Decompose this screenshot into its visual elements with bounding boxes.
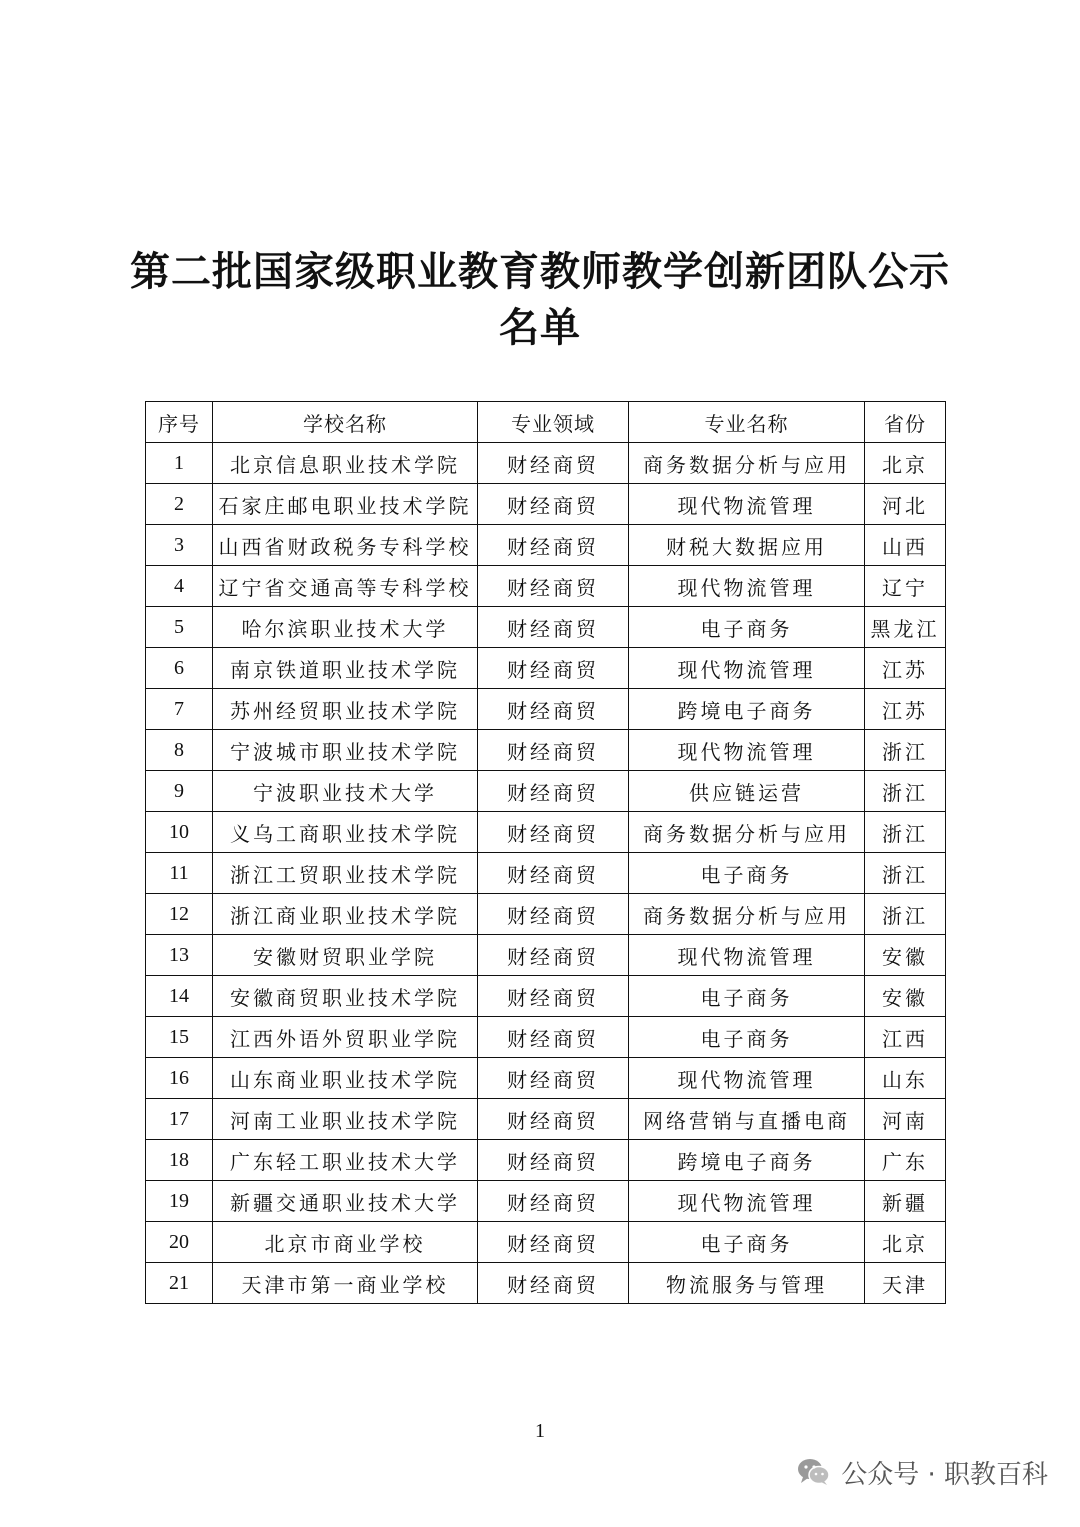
cell-major-name: 网络营销与直播电商 <box>629 1099 865 1140</box>
cell-field: 财经商贸 <box>478 607 629 648</box>
table-row <box>146 771 946 812</box>
cell-major-name: 电子商务 <box>629 853 865 894</box>
wechat-watermark <box>797 1452 1048 1492</box>
cell-field: 财经商贸 <box>478 1017 629 1058</box>
cell-province: 河北 <box>865 484 946 525</box>
cell-school-name: 哈尔滨职业技术大学 <box>213 607 478 648</box>
cell-field: 财经商贸 <box>478 484 629 525</box>
cell-field: 财经商贸 <box>478 771 629 812</box>
cell-school-name: 安徽商贸职业技术学院 <box>213 976 478 1017</box>
table-row <box>146 812 946 853</box>
table-row <box>146 1181 946 1222</box>
table-row <box>146 689 946 730</box>
cell-school-name: 辽宁省交通高等专科学校 <box>213 566 478 607</box>
table-row <box>146 976 946 1017</box>
cell-serial-number: 6 <box>146 648 213 689</box>
cell-serial-number: 7 <box>146 689 213 730</box>
cell-school-name: 义乌工商职业技术学院 <box>213 812 478 853</box>
cell-major-name: 供应链运营 <box>629 771 865 812</box>
table-row <box>146 894 946 935</box>
cell-major-name: 现代物流管理 <box>629 648 865 689</box>
table-row <box>146 730 946 771</box>
cell-school-name: 安徽财贸职业学院 <box>213 935 478 976</box>
cell-field: 财经商贸 <box>478 1263 629 1304</box>
cell-school-name: 江西外语外贸职业学院 <box>213 1017 478 1058</box>
cell-serial-number: 4 <box>146 566 213 607</box>
cell-field: 财经商贸 <box>478 525 629 566</box>
cell-province: 天津 <box>865 1263 946 1304</box>
cell-serial-number: 15 <box>146 1017 213 1058</box>
cell-serial-number: 20 <box>146 1222 213 1263</box>
cell-school-name: 苏州经贸职业技术学院 <box>213 689 478 730</box>
document-title <box>0 244 1080 356</box>
cell-field: 财经商贸 <box>478 935 629 976</box>
cell-province: 浙江 <box>865 771 946 812</box>
cell-major-name: 现代物流管理 <box>629 484 865 525</box>
cell-province: 广东 <box>865 1140 946 1181</box>
cell-field: 财经商贸 <box>478 894 629 935</box>
cell-school-name: 北京市商业学校 <box>213 1222 478 1263</box>
header-major-name: 专业名称 <box>629 402 865 443</box>
cell-school-name: 宁波城市职业技术学院 <box>213 730 478 771</box>
cell-field: 财经商贸 <box>478 1181 629 1222</box>
cell-serial-number: 11 <box>146 853 213 894</box>
cell-field: 财经商贸 <box>478 812 629 853</box>
table-row <box>146 1263 946 1304</box>
wechat-icon <box>797 1458 831 1486</box>
header-field: 专业领域 <box>478 402 629 443</box>
table-row <box>146 1099 946 1140</box>
cell-school-name: 山西省财政税务专科学校 <box>213 525 478 566</box>
cell-serial-number: 10 <box>146 812 213 853</box>
cell-field: 财经商贸 <box>478 730 629 771</box>
cell-field: 财经商贸 <box>478 976 629 1017</box>
cell-serial-number: 19 <box>146 1181 213 1222</box>
cell-field: 财经商贸 <box>478 1140 629 1181</box>
cell-province: 北京 <box>865 1222 946 1263</box>
cell-major-name: 物流服务与管理 <box>629 1263 865 1304</box>
table-row <box>146 484 946 525</box>
cell-serial-number: 14 <box>146 976 213 1017</box>
cell-province: 山西 <box>865 525 946 566</box>
header-serial-number: 序号 <box>146 402 213 443</box>
cell-serial-number: 1 <box>146 443 213 484</box>
table-row <box>146 566 946 607</box>
document-title-line-2: 名单 <box>499 304 581 351</box>
watermark-text: 公众号 · 职教百科 <box>841 1459 1048 1490</box>
cell-major-name: 电子商务 <box>629 976 865 1017</box>
cell-serial-number: 12 <box>146 894 213 935</box>
cell-major-name: 现代物流管理 <box>629 1181 865 1222</box>
cell-province: 江苏 <box>865 689 946 730</box>
cell-province: 北京 <box>865 443 946 484</box>
cell-major-name: 现代物流管理 <box>629 1058 865 1099</box>
cell-major-name: 商务数据分析与应用 <box>629 894 865 935</box>
cell-field: 财经商贸 <box>478 1222 629 1263</box>
cell-serial-number: 3 <box>146 525 213 566</box>
team-list-table <box>145 401 946 1304</box>
cell-serial-number: 8 <box>146 730 213 771</box>
cell-major-name: 商务数据分析与应用 <box>629 443 865 484</box>
cell-major-name: 跨境电子商务 <box>629 1140 865 1181</box>
cell-province: 浙江 <box>865 894 946 935</box>
cell-school-name: 石家庄邮电职业技术学院 <box>213 484 478 525</box>
table-row <box>146 443 946 484</box>
header-province: 省份 <box>865 402 946 443</box>
cell-field: 财经商贸 <box>478 443 629 484</box>
cell-serial-number: 21 <box>146 1263 213 1304</box>
cell-field: 财经商贸 <box>478 648 629 689</box>
cell-school-name: 广东轻工职业技术大学 <box>213 1140 478 1181</box>
table-row <box>146 1017 946 1058</box>
cell-province: 新疆 <box>865 1181 946 1222</box>
cell-school-name: 新疆交通职业技术大学 <box>213 1181 478 1222</box>
cell-major-name: 财税大数据应用 <box>629 525 865 566</box>
table-body <box>146 443 946 1304</box>
cell-province: 安徽 <box>865 935 946 976</box>
cell-field: 财经商贸 <box>478 689 629 730</box>
table-header <box>146 402 946 443</box>
cell-field: 财经商贸 <box>478 853 629 894</box>
cell-province: 浙江 <box>865 853 946 894</box>
cell-school-name: 浙江商业职业技术学院 <box>213 894 478 935</box>
cell-major-name: 跨境电子商务 <box>629 689 865 730</box>
cell-serial-number: 5 <box>146 607 213 648</box>
cell-major-name: 现代物流管理 <box>629 730 865 771</box>
table-row <box>146 1058 946 1099</box>
cell-province: 山东 <box>865 1058 946 1099</box>
cell-province: 黑龙江 <box>865 607 946 648</box>
cell-school-name: 山东商业职业技术学院 <box>213 1058 478 1099</box>
cell-major-name: 商务数据分析与应用 <box>629 812 865 853</box>
cell-province: 河南 <box>865 1099 946 1140</box>
cell-serial-number: 13 <box>146 935 213 976</box>
table-row <box>146 935 946 976</box>
cell-province: 江苏 <box>865 648 946 689</box>
cell-field: 财经商贸 <box>478 1058 629 1099</box>
cell-serial-number: 18 <box>146 1140 213 1181</box>
cell-province: 浙江 <box>865 812 946 853</box>
cell-major-name: 现代物流管理 <box>629 935 865 976</box>
cell-school-name: 北京信息职业技术学院 <box>213 443 478 484</box>
cell-province: 辽宁 <box>865 566 946 607</box>
cell-school-name: 南京铁道职业技术学院 <box>213 648 478 689</box>
cell-major-name: 电子商务 <box>629 607 865 648</box>
cell-province: 浙江 <box>865 730 946 771</box>
cell-serial-number: 17 <box>146 1099 213 1140</box>
cell-province: 江西 <box>865 1017 946 1058</box>
cell-major-name: 现代物流管理 <box>629 566 865 607</box>
table-row <box>146 648 946 689</box>
cell-school-name: 河南工业职业技术学院 <box>213 1099 478 1140</box>
table-row <box>146 607 946 648</box>
page-number: 1 <box>535 1420 545 1442</box>
cell-major-name: 电子商务 <box>629 1017 865 1058</box>
table-row <box>146 1222 946 1263</box>
cell-serial-number: 9 <box>146 771 213 812</box>
table-header-row <box>146 402 946 443</box>
table-row <box>146 1140 946 1181</box>
cell-field: 财经商贸 <box>478 1099 629 1140</box>
cell-serial-number: 2 <box>146 484 213 525</box>
cell-school-name: 天津市第一商业学校 <box>213 1263 478 1304</box>
cell-serial-number: 16 <box>146 1058 213 1099</box>
cell-school-name: 浙江工贸职业技术学院 <box>213 853 478 894</box>
cell-field: 财经商贸 <box>478 566 629 607</box>
header-school-name: 学校名称 <box>213 402 478 443</box>
cell-major-name: 电子商务 <box>629 1222 865 1263</box>
table-row <box>146 853 946 894</box>
table-row <box>146 525 946 566</box>
cell-province: 安徽 <box>865 976 946 1017</box>
document-title-line-1: 第二批国家级职业教育教师教学创新团队公示 <box>130 248 950 295</box>
cell-school-name: 宁波职业技术大学 <box>213 771 478 812</box>
